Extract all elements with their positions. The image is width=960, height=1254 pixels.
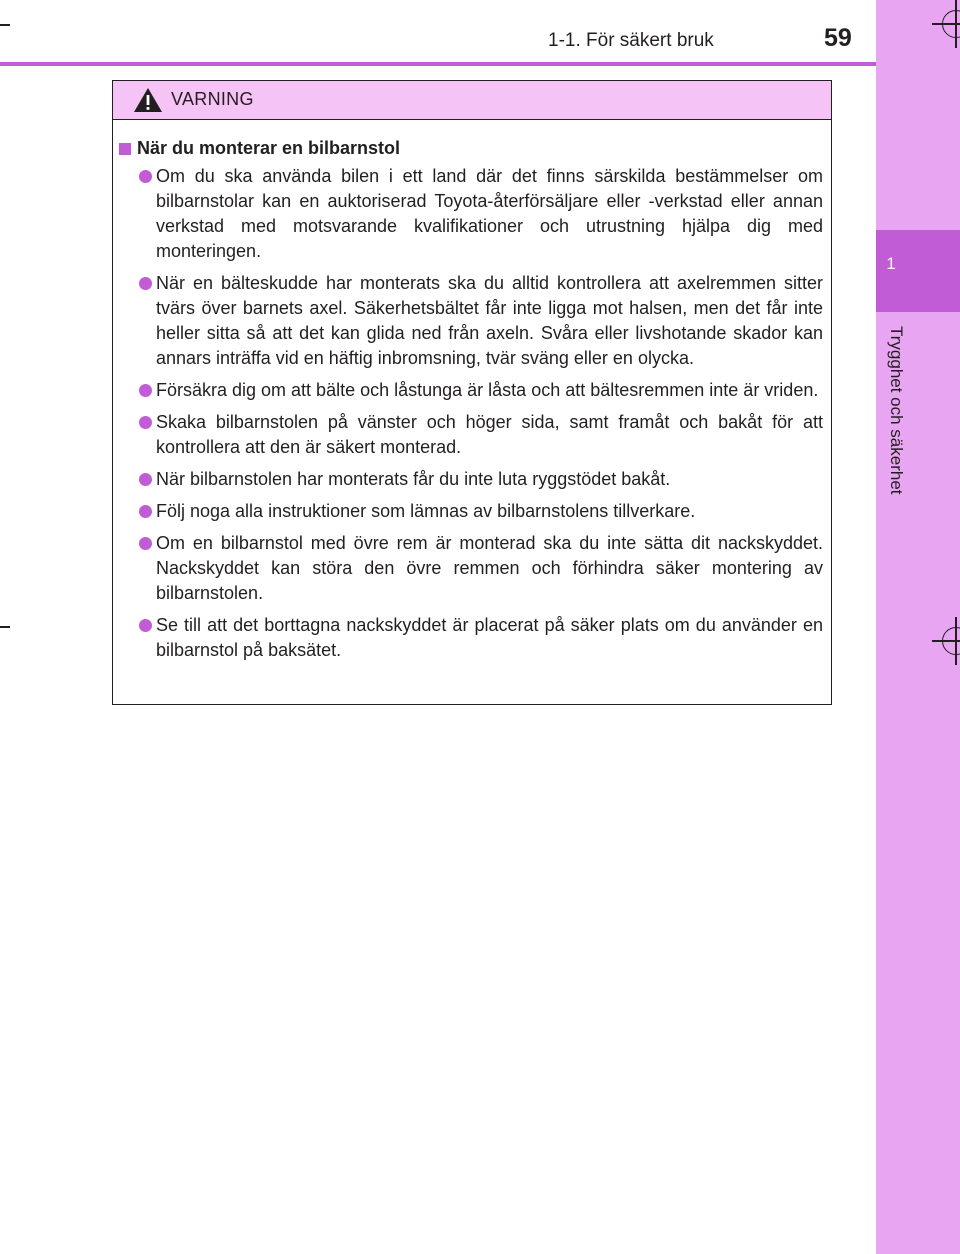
- chapter-label: Trygghet och säkerhet: [887, 326, 906, 495]
- bullet-icon: [139, 416, 152, 429]
- chapter-tab[interactable]: [876, 230, 960, 312]
- bullet-icon: [139, 505, 152, 518]
- bullet-icon: [139, 619, 152, 632]
- subsection-heading-text: När du monterar en bilbarnstol: [137, 138, 401, 158]
- bullet-icon: [139, 473, 152, 486]
- crop-tick: [0, 24, 10, 26]
- crop-tick: [0, 626, 10, 628]
- list-item-text: Se till att det borttagna nackskyddet är placerat på säker plats om du använder en bilbarnstol på baksätet.: [156, 615, 823, 660]
- list-item-text: När bilbarnstolen har monterats får du inte luta ryggstödet bakåt.: [156, 469, 671, 489]
- warning-body: [113, 120, 831, 663]
- bullet-icon: [139, 277, 152, 290]
- bullet-icon: [139, 384, 152, 397]
- warning-triangle-icon: [133, 87, 163, 113]
- square-bullet-icon: [119, 143, 131, 155]
- registration-mark-icon: [942, 10, 960, 38]
- list-item-text: Om en bilbarnstol med övre rem är monterad ska du inte sätta dit nackskyddet. Nackskyddet kan störa den övre remmen och förhindra säker montering av bilbarnstolen.: [156, 533, 823, 603]
- warning-header: [113, 81, 831, 120]
- list-item: [119, 164, 823, 264]
- list-item-text: Försäkra dig om att bälte och låstunga är låsta och att bältesremmen inte är vriden.: [156, 380, 819, 400]
- list-item-text: Följ noga alla instruktioner som lämnas av bilbarnstolens tillverkare.: [156, 501, 696, 521]
- list-item: [119, 499, 823, 524]
- header-rule: [0, 62, 876, 66]
- list-item: [119, 613, 823, 663]
- list-item: [119, 410, 823, 460]
- list-item-text: När en bälteskudde har monterats ska du alltid kontrollera att axelremmen sitter tvärs över barnets axel. Säkerhetsbältet får inte ligga mot halsen, men det får inte heller sitta så att det kan glida ned från axeln. Svåra eller livshotande skador kan annars inträffa vid en häftig inbromsning, tvär sväng eller en olycka.: [156, 273, 823, 368]
- registration-mark-icon: [942, 627, 960, 655]
- list-item: [119, 378, 823, 403]
- warning-box: [112, 80, 832, 705]
- list-item: [119, 531, 823, 606]
- subsection-heading: [119, 136, 823, 161]
- list-item: [119, 271, 823, 371]
- section-title: 1-1. För säkert bruk: [548, 30, 714, 51]
- bullet-icon: [139, 537, 152, 550]
- page-number: 59: [824, 24, 852, 52]
- list-item-text: Skaka bilbarnstolen på vänster och höger sida, samt framåt och bakåt för att kontrollera att den är säkert monterad.: [156, 412, 823, 457]
- chapter-number: 1: [886, 254, 896, 273]
- warning-title: VARNING: [171, 89, 254, 109]
- bullet-icon: [139, 170, 152, 183]
- list-item: [119, 467, 823, 492]
- list-item-text: Om du ska använda bilen i ett land där det finns särskilda bestämmelser om bilbarnstolar kan en auktoriserad Toyota-återförsäljare eller -verkstad eller annan verkstad med motsvarande kvalifikationer och utrustning hjälpa dig med monteringen.: [156, 166, 823, 261]
